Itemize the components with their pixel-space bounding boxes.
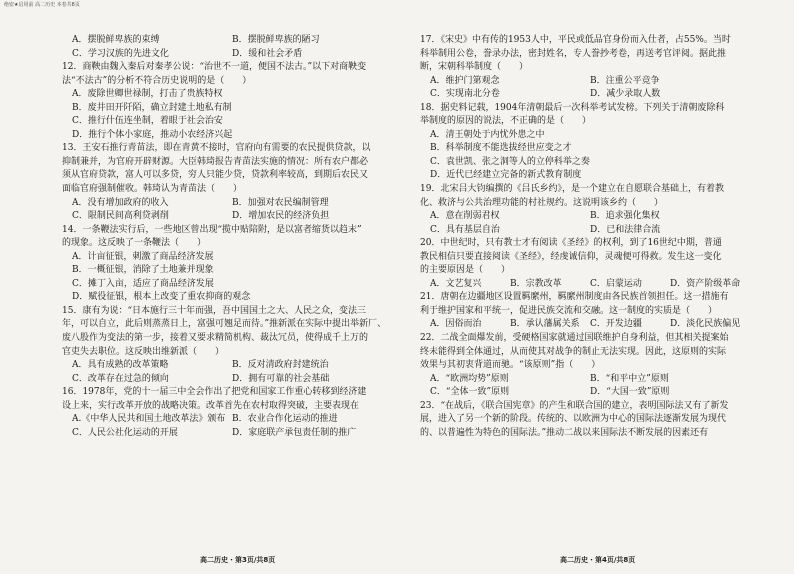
question-text-line: 教民相信只要直接阅读《圣经》，经虔诚信仰，灵魂便可得救。发生这一变化 xyxy=(420,251,722,262)
page-footer-right: 高二历史・第4页/共8页 xyxy=(560,556,636,564)
answer-option: C．启蒙运动 xyxy=(590,278,642,289)
question-text-line: 利于维护国家和平统一，促进民族交流和交融。这一制度的实质是（ ） xyxy=(420,305,718,316)
answer-option: C．开发边疆 xyxy=(590,319,642,330)
question-text-line: 的、以普遍性为特色的国际法。”推动二战以来国际法不断发展的因素还有 xyxy=(420,427,709,438)
answer-options-row xyxy=(420,278,750,292)
answer-option: A．没有增加政府的收入 xyxy=(72,197,169,208)
answer-option: B．“和平中立”原则 xyxy=(590,373,669,384)
question-text-line: 12．商鞅由魏入秦后对秦孝公说：“治世不一道，便国不法古。”以下对商鞅变 xyxy=(62,62,367,73)
question-text-line: 设上来，实行改革开放的战略决策。改革首先在农村取得突破，主要表现在 xyxy=(62,400,360,411)
question-text-line: A．废除世卿世禄制，打击了贵族特权 xyxy=(72,89,223,100)
answer-option: C．学习汉族的先进文化 xyxy=(72,48,169,59)
answer-option: D．缓和社会矛盾 xyxy=(232,48,303,59)
question-text-line: 的主要原因是（ ） xyxy=(420,265,511,276)
answer-option: D．“大国一致”原则 xyxy=(590,387,670,398)
question-text-line: 抑制兼并，为官府开辟财源。大臣韩琦报告青苗法实施的情况：所有农户都必 xyxy=(62,156,369,167)
question-text-line: 科举制用公卷，誊录办法，密封姓名，专人誊抄考卷，再送考官评阅。据此推 xyxy=(420,48,727,59)
answer-option: B．追求强化集权 xyxy=(590,211,660,222)
header-note: 绝密★启用前 高二历史 本卷共8页 xyxy=(4,2,80,8)
question-text-line: 化、救济与公共治理功能的村社规约。这说明该乡约（ ） xyxy=(420,197,664,208)
question-text-line: 17．《宋史》中有传的1953人中，平民或低品官身份而入仕者，占55%。当时 xyxy=(420,35,731,45)
question-text-line: 21．唐朝在边疆地区设置羁縻州，羁縻州制度由各民族首领担任。这一措施有 xyxy=(420,292,729,303)
answer-option: A．具有成熟的改革策略 xyxy=(72,360,169,371)
answer-options-row xyxy=(420,318,750,332)
question-text-line: 19．北宋吕大钧编撰的《吕氏乡约》，是一个建立在自愿联合基础上，有着教 xyxy=(420,184,724,195)
answer-option: D．资产阶级革命 xyxy=(670,278,741,289)
question-text-line: B．科举制度不能选拔经世应变之才 xyxy=(430,143,572,154)
question-text-line: 效果与其初衷背道而驰。“该原则”指（ ） xyxy=(420,360,601,371)
answer-options-row xyxy=(420,224,750,238)
right-page-column xyxy=(420,34,750,440)
answer-options-row xyxy=(62,359,392,373)
answer-options-row xyxy=(420,88,750,102)
question-text-line: 22．二战全面爆发前，受硬格国家就通过国联维护自身利益，但其相关提案始 xyxy=(420,333,729,344)
answer-options-row xyxy=(420,373,750,387)
question-text-line: B．一概征银，消除了土地兼并现象 xyxy=(72,265,214,276)
answer-option: A．因俗而治 xyxy=(430,319,482,330)
question-text-line: 举制度的原因的说法，不正确的是（ ） xyxy=(420,116,592,127)
answer-option: D．减少录取人数 xyxy=(590,89,661,100)
answer-option: C．“全体一致”原则 xyxy=(430,387,510,398)
question-text-line: C．袁世凯、张之洞等人的立停科举之奏 xyxy=(430,156,590,167)
answer-option: D．已和法律合流 xyxy=(590,224,661,235)
question-text-line: 年，可以自立，此后则蒸蒸日上，富强可翘足而待。”推新派在实际中提出举新厂、 xyxy=(62,319,387,330)
answer-option: D．淡化民族偏见 xyxy=(670,319,741,330)
question-text-line: C．推行什伍连坐制，着眼于社会治安 xyxy=(72,116,223,127)
answer-option: A．摆脱鲜卑族的束缚 xyxy=(72,35,160,45)
question-text-line: 20．中世纪时，只有教士才有阅读《圣经》的权利，到了16世纪中期，普通 xyxy=(420,238,722,249)
question-text-line: D．推行个体小家庭，推动小农经济兴起 xyxy=(72,129,233,140)
answer-option: B．加强对农民编制管理 xyxy=(232,197,329,208)
answer-option: A．维护门第观念 xyxy=(430,75,500,86)
answer-option: D．家庭联产承包责任制的推广 xyxy=(232,427,357,438)
question-text-line: 终未能得到全体通过，从而使其对战争的制止无法实现。因此，这原则的实际 xyxy=(420,346,727,357)
answer-option: C．具有基层自治 xyxy=(430,224,500,235)
answer-option: A．文艺复兴 xyxy=(430,278,482,289)
question-text-line: A．清王朝处于内忧外患之中 xyxy=(430,129,545,140)
question-text-line: 16．1978年，党的十一届三中全会作出了把党和国家工作重心转移到经济建 xyxy=(62,387,367,398)
question-text-line: 官吏失去职位。这反映出维新派（ ） xyxy=(62,346,225,357)
answer-option: B．承认藩属关系 xyxy=(510,319,580,330)
question-text-line: 面临官府强制催收。韩琦认为青苗法（ ） xyxy=(62,184,243,195)
answer-options-row xyxy=(62,427,392,441)
answer-options-row xyxy=(420,386,750,400)
answer-options-row xyxy=(62,413,392,427)
left-page-column xyxy=(62,34,392,440)
answer-option: A．意在削弱君权 xyxy=(430,211,500,222)
answer-option: B．农业合作化运动的推进 xyxy=(232,414,338,425)
answer-option: C．改革存在过急的倾向 xyxy=(72,373,169,384)
answer-option: C．人民公社化运动的开展 xyxy=(72,427,178,438)
question-text-line: C．摊丁入亩，适应了商品经济发展 xyxy=(72,278,214,289)
question-text-line: 13．王安石推行青苗法，即在青黄不接时，官府向有需要的农民提供贷款，以 xyxy=(62,143,371,154)
question-text-line: 展，进入了另一个新的阶段。传统的、以欧洲为中心的国际法逐渐发展为现代 xyxy=(420,414,727,425)
question-text-line: 23．“在战后，《联合国宪章》的产生和联合国的建立，表明国际法又有了新发 xyxy=(420,400,729,411)
question-text-line: 的现象。这反映了一条鞭法（ ） xyxy=(62,238,207,249)
answer-option: B．宗教改革 xyxy=(510,278,562,289)
page-footer-left: 高二历史・第3页/共8页 xyxy=(200,556,276,564)
question-text-line: 废八股作为变法的第一步，接着又要求精简机构、裁汰冗员，使得成千上万的 xyxy=(62,333,369,344)
answer-option: B．摆脱鲜卑族的陋习 xyxy=(232,35,320,45)
answer-options-row xyxy=(62,210,392,224)
answer-options-row xyxy=(62,373,392,387)
answer-option: D．拥有可靠的社会基础 xyxy=(232,373,330,384)
answer-option: B．反对清政府封建统治 xyxy=(232,360,329,371)
question-text-line: D．近代已经建立完备的新式教育制度 xyxy=(430,170,582,181)
answer-option: A.《中华人民共和国土地改革法》颁布 xyxy=(72,414,226,425)
answer-options-row xyxy=(420,210,750,224)
question-text-line: A．计亩征银，刺激了商品经济发展 xyxy=(72,251,214,262)
answer-options-row xyxy=(62,34,392,48)
question-text-line: 断，宋朝科举制度（ ） xyxy=(420,62,529,73)
answer-options-row xyxy=(62,48,392,62)
question-text-line: 法“不法古”的分析不符合历史说明的是（ ） xyxy=(62,75,252,86)
answer-options-row xyxy=(62,197,392,211)
answer-option: B．注重公平竞争 xyxy=(590,75,660,86)
answer-option: D．增加农民的经济负担 xyxy=(232,211,330,222)
answer-options-row xyxy=(420,75,750,89)
answer-option: C．限制民间高利贷剥削 xyxy=(72,211,169,222)
answer-option: C．实现南北分卷 xyxy=(430,89,500,100)
question-text-line: 须从官府贷款，富人可以多贷，穷人只能少贷，贷款利率较高，到期后农民又 xyxy=(62,170,369,181)
question-text-line: D．赋役征银，根本上改变了重农抑商的观念 xyxy=(72,292,251,303)
question-text-line: 18．据史料记载，1904年清朝最后一次科举考试发榜。下列关于清朝废除科 xyxy=(420,102,725,113)
question-text-line: 14．一条鞭法实行后，一些地区曾出现“揽中贴陪附，是以富者缩货以趋末” xyxy=(62,224,362,235)
question-text-line: 15．康有为说：“日本施行三十年而强，吾中国国土之大、人民之众，变法三 xyxy=(62,305,367,316)
answer-option: A．“欧洲均势”原则 xyxy=(430,373,509,384)
question-text-line: B．废井田开阡陌，确立封建土地私有制 xyxy=(72,102,232,113)
